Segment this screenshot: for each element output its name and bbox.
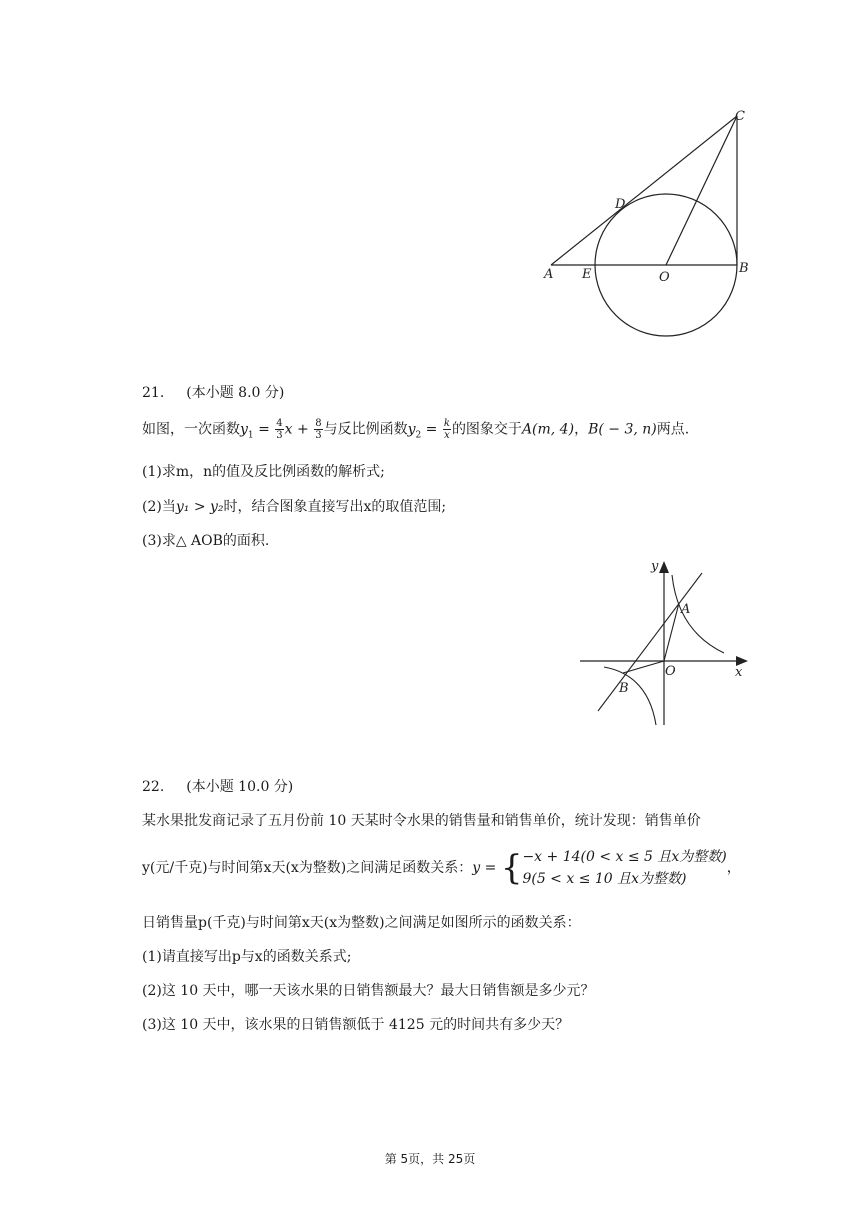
- page-footer: 第 5页，共 25页: [384, 1152, 476, 1166]
- q21-part2: [142, 496, 446, 516]
- label-B: B: [739, 261, 749, 276]
- q21-part2-suffix: 时，结合图象直接写出x的取值范围;: [223, 499, 447, 515]
- label-O: O: [665, 664, 676, 679]
- q21-stem-end: 两点.: [656, 421, 690, 438]
- label-D: D: [615, 197, 626, 212]
- q21-x-plus: x +: [284, 421, 314, 438]
- label-C: C: [735, 109, 745, 124]
- q22-number: 22.: [142, 779, 165, 795]
- frac-den: 3: [276, 430, 283, 441]
- q21-part3: (3)求△ AOB的面积.: [142, 533, 270, 549]
- label-y: y: [651, 559, 659, 574]
- q21-frac-4-3: [275, 418, 283, 441]
- figure-function-graph-svg: [576, 553, 756, 731]
- q21-eq1: =: [253, 421, 275, 438]
- label-A: A: [544, 267, 554, 282]
- frac-num: 4: [276, 418, 283, 429]
- q21-frac-k-x: [443, 418, 451, 441]
- q21-frac-8-3: [314, 418, 322, 441]
- label-x: x: [735, 665, 743, 680]
- q22-part3: (3)这 10 天中，该水果的日销售额低于 4125 元的时间共有多少天？: [142, 1017, 570, 1033]
- figure-circle-tangent-svg: [536, 104, 760, 344]
- q22-case1: −x + 14(0 < x ≤ 5 且x为整数): [522, 849, 727, 865]
- frac-num: k: [443, 418, 450, 429]
- q21-eq2: =: [421, 421, 442, 438]
- q21-stem-suffix: 的图象交于: [451, 421, 522, 438]
- frac-den: x: [444, 430, 450, 441]
- q22-line3: 日销售量p(千克)与时间第x天(x为整数)之间满足如图所示的函数关系：: [142, 915, 581, 931]
- label-O: O: [659, 270, 670, 285]
- q22-points: (本小题 10.0 分): [186, 779, 294, 795]
- frac-den: 3: [315, 430, 322, 441]
- q22-part2: (2)这 10 天中，哪一天该水果的日销售额最大？最大日销售额是多少元？: [142, 983, 595, 999]
- label-B: B: [619, 681, 629, 696]
- figure-function-graph: [576, 553, 756, 731]
- frac-num: 8: [315, 418, 322, 429]
- q21-part2-prefix: (2)当: [142, 499, 176, 515]
- q21-point-a: A(m, 4): [521, 421, 575, 438]
- q21-stem-prefix: 如图，一次函数: [142, 421, 240, 438]
- q22-line2-end: ，: [726, 860, 741, 876]
- brace-glyph: {: [500, 848, 523, 888]
- q21-y2: y: [407, 421, 416, 438]
- q22-part1: (1)请直接写出p与x的函数关系式;: [142, 949, 352, 965]
- q21-points: (本小题 8.0 分): [186, 385, 285, 401]
- q22-header: [142, 776, 293, 796]
- q22-line2: [142, 846, 741, 890]
- q21-number: 21.: [142, 385, 165, 401]
- q22-piecewise: [522, 846, 726, 890]
- q21-stem: [142, 418, 689, 441]
- label-A: A: [681, 602, 691, 617]
- label-E: E: [582, 267, 592, 282]
- q21-part1: (1)求m，n的值及反比例函数的解析式;: [142, 464, 385, 480]
- q21-part2-math: y₁ > y₂: [175, 499, 224, 515]
- figure-circle-tangent: [536, 104, 760, 344]
- q22-line1: 某水果批发商记录了五月份前 10 天某时令水果的销售量和销售单价，统计发现：销售单价: [142, 813, 701, 829]
- q21-stem-mid: 与反比例函数: [323, 421, 408, 438]
- q21-header: [142, 382, 284, 402]
- q22-line2-y: y =: [472, 860, 501, 876]
- q21-y1-sub: 1: [247, 430, 254, 441]
- q21-y2-sub: 2: [415, 430, 422, 441]
- q21-comma: ，: [574, 421, 589, 438]
- q22-case2: 9(5 < x ≤ 10 且x为整数): [522, 871, 687, 887]
- q21-point-b: B( − 3, n): [588, 421, 657, 438]
- q21-y1: y: [240, 421, 248, 438]
- q22-line2-prefix: y(元/千克)与时间第x天(x为整数)之间满足函数关系：: [142, 860, 473, 876]
